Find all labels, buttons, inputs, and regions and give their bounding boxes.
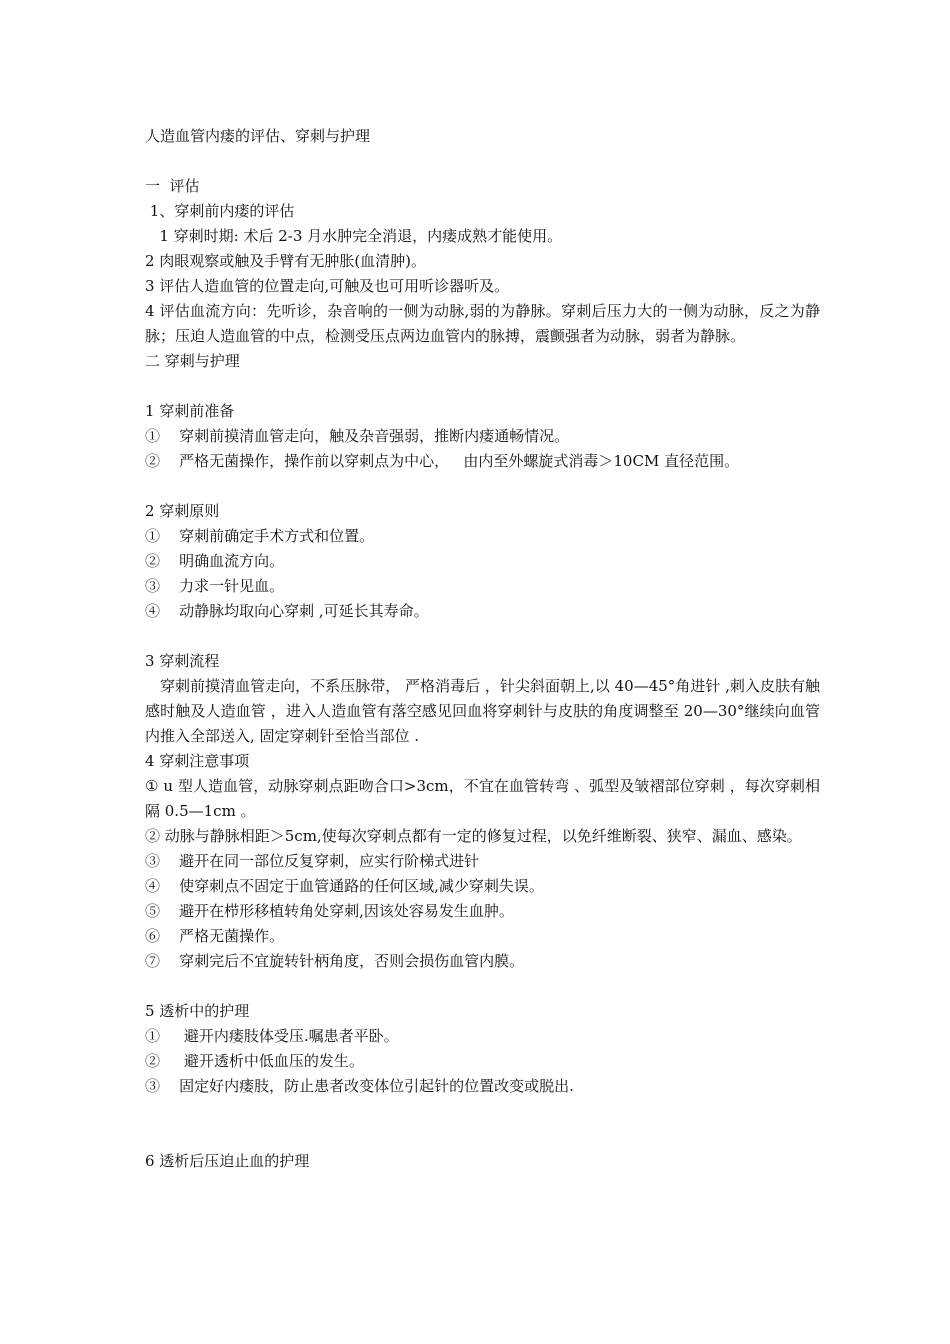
list-item: ② 避开透析中低血压的发生。 bbox=[145, 1052, 364, 1070]
list-item: ⑤ 避开在栉形移植转角处穿刺,因该处容易发生血肿。 bbox=[145, 902, 514, 920]
subsection-heading-procedure: 3 穿刺流程 bbox=[145, 652, 220, 670]
document-page bbox=[145, 124, 820, 1174]
list-item: ① 避开内瘘肢体受压.嘱患者平卧。 bbox=[145, 1027, 399, 1045]
subsection-heading-precautions: 4 穿刺注意事项 bbox=[145, 752, 250, 770]
list-item: ④ 使穿刺点不固定于血管通路的任何区域,减少穿刺失误。 bbox=[145, 877, 544, 895]
document-title: 人造血管内瘘的评估、穿刺与护理 bbox=[145, 127, 371, 145]
list-item: ① 穿刺前确定手术方式和位置。 bbox=[145, 527, 375, 545]
list-item: 1 穿刺时期: 术后 2-3 月水肿完全消退，内瘘成熟才能使用。 bbox=[145, 227, 563, 245]
procedure-paragraph: 穿刺前摸清血管走向，不系压脉带， 严格消毒后 ，针尖斜面朝上,以 40—45°角进针 ,刺入皮肤有触感时触及人造血管 ，进入人造血管有落空感见回血将穿刺针与皮肤的角度调整至 20—30°继续向血管内推入全部送入, 固定穿刺针至恰当部位 . bbox=[145, 677, 820, 745]
subsection-heading-principles: 2 穿刺原则 bbox=[145, 502, 220, 520]
list-item: ② 动脉与静脉相距＞5cm,使每次穿刺点都有一定的修复过程，以免纤维断裂、狭窄、漏血、感染。 bbox=[145, 827, 802, 845]
list-item: ① u 型人造血管，动脉穿刺点距吻合口>3cm，不宜在血管转弯 、弧型及皱褶部位穿刺 ，每次穿刺相隔 0.5—1cm 。 bbox=[145, 777, 820, 820]
list-item: ② 严格无菌操作，操作前以穿刺点为中心， 由内至外螺旋式消毒＞10CM 直径范围。 bbox=[145, 452, 740, 470]
list-item: 2 肉眼观察或触及手臂有无肿胀(血清肿)。 bbox=[145, 252, 427, 270]
list-item: ③ 避开在同一部位反复穿刺，应实行阶梯式进针 bbox=[145, 852, 480, 870]
subsection-heading-pre-puncture: 1、穿刺前内瘘的评估 bbox=[145, 202, 295, 220]
section-heading-puncture-care: 二 穿刺与护理 bbox=[145, 352, 240, 370]
subsection-heading-preparation: 1 穿刺前准备 bbox=[145, 402, 235, 420]
list-item: 3 评估人造血管的位置走向,可触及也可用听诊器听及。 bbox=[145, 277, 510, 295]
list-item: ④ 动静脉均取向心穿刺 ,可延长其寿命。 bbox=[145, 602, 429, 620]
list-item: ② 明确血流方向。 bbox=[145, 552, 285, 570]
list-item: ③ 固定好内瘘肢，防止患者改变体位引起针的位置改变或脱出. bbox=[145, 1077, 574, 1095]
list-item: ⑦ 穿刺完后不宜旋转针柄角度，否则会损伤血管内膜。 bbox=[145, 952, 525, 970]
list-item: ① 穿刺前摸清血管走向，触及杂音强弱，推断内瘘通畅情况。 bbox=[145, 427, 570, 445]
subsection-heading-during-dialysis: 5 透析中的护理 bbox=[145, 1002, 250, 1020]
section-heading-assessment: 一 评估 bbox=[145, 177, 200, 195]
list-item: 4 评估血流方向：先听诊，杂音响的一侧为动脉,弱的为静脉。穿刺后压力大的一侧为动脉，反之为静脉；压迫人造血管的中点，检测受压点两边血管内的脉搏，震颤强者为动脉，弱者为静脉。 bbox=[145, 302, 820, 345]
list-item: ③ 力求一针见血。 bbox=[145, 577, 285, 595]
list-item: ⑥ 严格无菌操作。 bbox=[145, 927, 285, 945]
subsection-heading-post-dialysis: 6 透析后压迫止血的护理 bbox=[145, 1152, 310, 1170]
